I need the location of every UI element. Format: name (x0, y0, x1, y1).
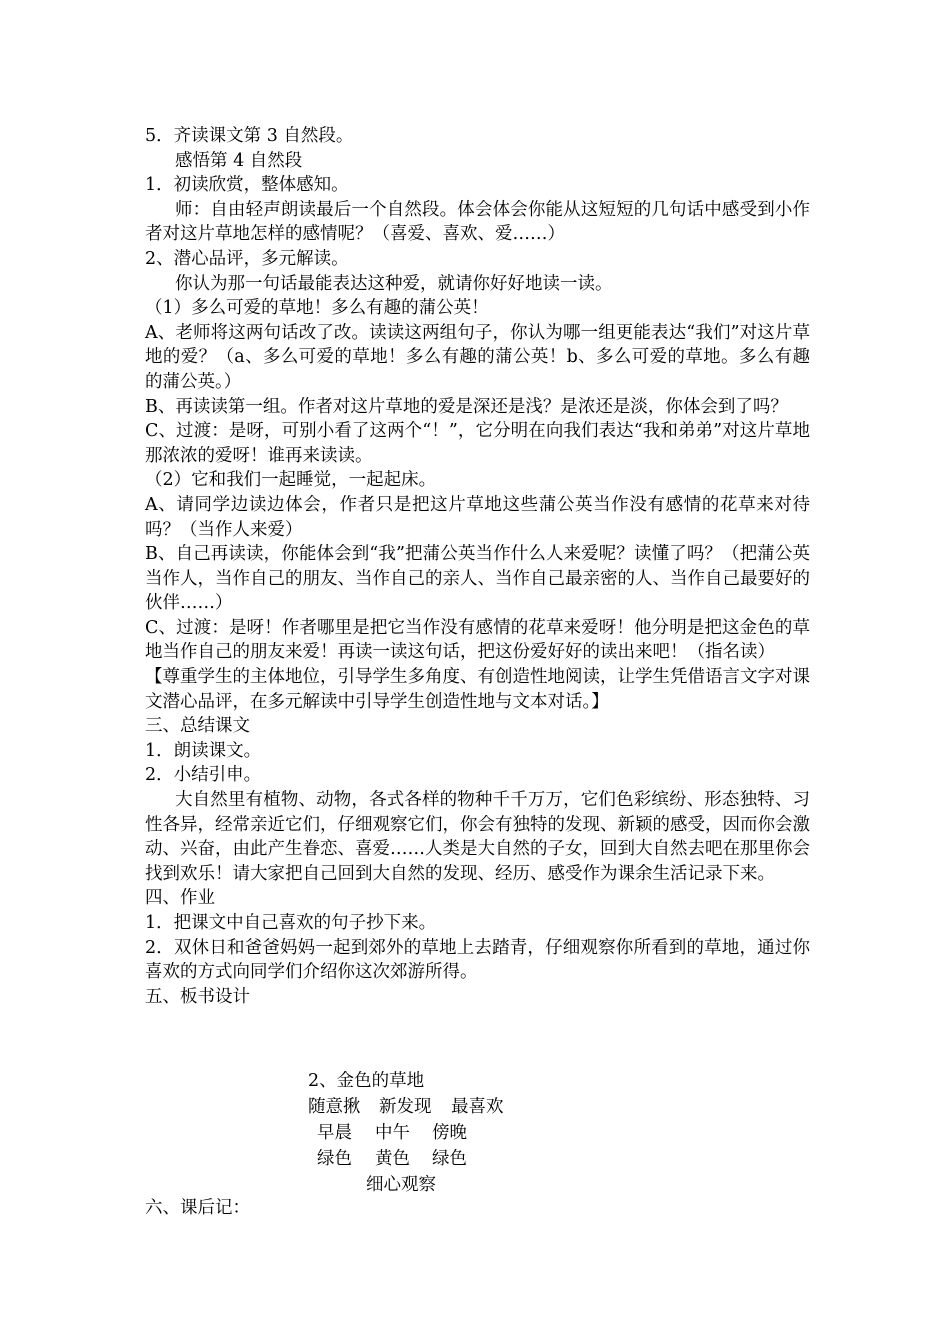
paragraph: A、请同学边读边体会，作者只是把这片草地这些蒲公英当作没有感情的花草来对待吗？（当作人来爱） (145, 494, 810, 540)
paragraph: 三、总结课文 (145, 716, 250, 737)
paragraph: 【尊重学生的主体地位，引导学生多角度、有创造性地阅读，让学生凭借语言文字对课文潜心品评，在多元解读中引导学生创造性地与文本对话。】 (145, 667, 810, 712)
paragraph: （2）它和我们一起睡觉，一起起床。 (145, 470, 437, 491)
board-row1-item: 新发现 (379, 1097, 432, 1117)
paragraph: 2、潜心品评，多元解读。 (145, 248, 349, 269)
board-row1-item: 随意揪 (308, 1097, 361, 1117)
board-title: 2、金色的草地 (308, 1071, 425, 1091)
board-row3-item: 绿色 (432, 1149, 467, 1169)
board-row2-item: 傍晚 (432, 1123, 467, 1143)
board-row2-item: 中午 (375, 1123, 410, 1143)
board-row2-item: 早晨 (317, 1123, 352, 1143)
board-row1-item: 最喜欢 (451, 1097, 504, 1117)
paragraph: 感悟第 4 自然段 (175, 150, 303, 171)
paragraph: （1）多么可爱的草地！多么有趣的蒲公英！ (145, 298, 489, 319)
paragraph: 1．把课文中自己喜欢的句子抄下来。 (145, 913, 437, 933)
paragraph: 五、板书设计 (145, 986, 250, 1007)
board-row3-item: 绿色 (317, 1149, 352, 1169)
paragraph: A、老师将这两句话改了改。读读这两组句子，你认为哪一组更能表达“我们”对这片草地的爱？（a、多么可爱的草地！多么有趣的蒲公英！b、多么可爱的草地。多么有趣的蒲公英。） (145, 322, 810, 392)
paragraph: 师：自由轻声朗读最后一个自然段。体会体会你能从这短短的几句话中感受到小作者对这片草地怎样的感情呢？（喜爱、喜欢、爱……） (145, 199, 810, 245)
board-row3-item: 黄色 (375, 1149, 410, 1169)
board-bottom: 细心观察 (366, 1175, 436, 1195)
paragraph: 1．朗读课文。 (145, 740, 262, 761)
paragraph: 四、作业 (145, 888, 215, 909)
document-body (145, 124, 810, 1009)
paragraph: 1．初读欣赏，整体感知。 (145, 175, 349, 196)
paragraph: 2．双休日和爸爸妈妈一起到郊外的草地上去踏青，仔细观察你所看到的草地，通过你喜欢的方式向同学们介绍你这次郊游所得。 (145, 937, 810, 983)
paragraph: 你认为那一句话最能表达这种爱，就请你好好地读一读。 (175, 273, 613, 294)
after-class-notes-heading: 六、课后记： (145, 1198, 250, 1218)
paragraph: C、过渡：是呀！作者哪里是把它当作没有感情的花草来爱呀！他分明是把这金色的草地当作自己的朋友来爱！再读一读这句话，把这份爱好好的读出来吧！（指名读） (145, 617, 810, 663)
paragraph: B、再读读第一组。作者对这片草地的爱是深还是浅？是浓还是淡，你体会到了吗？ (145, 396, 788, 417)
paragraph: 5．齐读课文第 3 自然段。 (145, 126, 354, 146)
blackboard-design (145, 1068, 810, 1198)
paragraph: 大自然里有植物、动物，各式各样的物种千千万万，它们色彩缤纷、形态独特、习性各异，经常亲近它们，仔细观察它们，你会有独特的发现、新颖的感受，因而你会激动、兴奋，由此产生眷恋、喜爱……人类是大自然的子女，回到大自然去吧在那里你会找到欢乐！请大家把自己回到大自然的发现、经历、感受作为课余生活记录下来。 (145, 790, 810, 884)
paragraph: 2．小结引申。 (145, 765, 262, 786)
paragraph: C、过渡：是呀，可别小看了这两个“！”，它分明在向我们表达“我和弟弟”对这片草地那浓浓的爱呀！谁再来读读。 (145, 421, 810, 466)
paragraph: B、自己再读读，你能体会到“我”把蒲公英当作什么人来爱呢？读懂了吗？（把蒲公英当作人，当作自己的朋友、当作自己的亲人、当作自己最亲密的人、当作自己最要好的伙伴……） (145, 544, 810, 614)
